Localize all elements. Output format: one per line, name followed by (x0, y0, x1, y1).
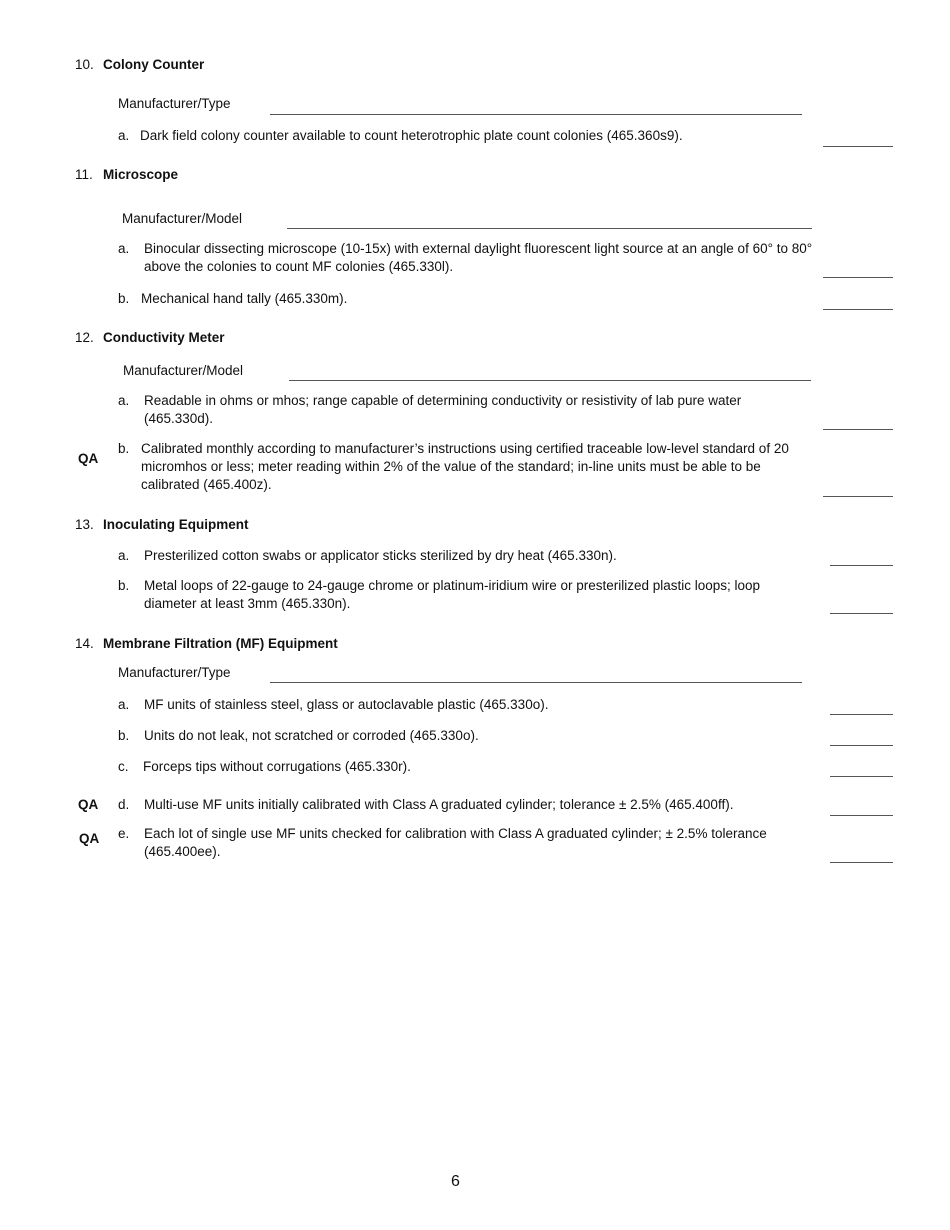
item-text: Each lot of single use MF units checked for calibration with Class A graduated cylinder; ± 2.5% tolerance (465.400ee). (144, 826, 767, 859)
section-title: Microscope (103, 167, 179, 182)
answer-blank[interactable] (823, 496, 893, 497)
manufacturer-field[interactable] (270, 682, 802, 683)
qa-marker: QA (78, 451, 99, 466)
answer-blank[interactable] (830, 565, 893, 566)
item-text: Multi-use MF units initially calibrated with Class A graduated cylinder; tolerance ± 2.5% (465.400ff). (144, 797, 734, 812)
answer-blank[interactable] (830, 776, 893, 777)
section-number: 11. (75, 167, 93, 182)
item-letter: b. (118, 291, 130, 306)
item-text: Metal loops of 22-gauge to 24-gauge chrome or platinum-iridium wire or presterilized plastic loops; loop diameter at least 3mm (465.330n). (144, 578, 761, 611)
answer-blank[interactable] (823, 429, 893, 430)
manufacturer-field[interactable] (270, 114, 802, 115)
section-title: Inoculating Equipment (103, 517, 249, 532)
item-letter: a. (118, 548, 130, 563)
item-letter: b. (118, 728, 130, 743)
item-text: Presterilized cotton swabs or applicator sticks sterilized by dry heat (465.330n). (144, 548, 617, 563)
answer-blank[interactable] (823, 309, 893, 310)
item-letter: a. (118, 393, 130, 408)
answer-blank[interactable] (830, 815, 893, 816)
page-number: 6 (451, 1173, 460, 1190)
item-text: Units do not leak, not scratched or corroded (465.330o). (144, 728, 479, 743)
section-number: 13. (75, 517, 94, 532)
item-text: Dark field colony counter available to count heterotrophic plate count colonies (465.360s9). (140, 128, 683, 143)
item-text: Readable in ohms or mhos; range capable of determining conductivity or resistivity of lab pure water (465.330d). (144, 393, 742, 426)
answer-blank[interactable] (823, 146, 893, 147)
item-letter: a. (118, 128, 130, 143)
item-letter: a. (118, 697, 130, 712)
manufacturer-label: Manufacturer/Type (118, 96, 231, 111)
item-letter: d. (118, 797, 130, 812)
item-text: MF units of stainless steel, glass or autoclavable plastic (465.330o). (144, 697, 549, 712)
item-letter: e. (118, 826, 130, 841)
manufacturer-label: Manufacturer/Model (123, 363, 244, 378)
section-number: 14. (75, 636, 94, 651)
item-text: Binocular dissecting microscope (10-15x) with external daylight fluorescent light source at an angle of 60° to 80° above the colonies to count MF colonies (465.330l). (144, 241, 813, 274)
item-text: Calibrated monthly according to manufacturer’s instructions using certified traceable low-level standard of 20 micromhos or less; meter reading within 2% of the value of the standard; in-line units must be able to be calibrated (465.400z). (141, 441, 789, 492)
item-letter: a. (118, 241, 130, 256)
answer-blank[interactable] (830, 613, 893, 614)
item-text: Forceps tips without corrugations (465.330r). (143, 759, 411, 774)
answer-blank[interactable] (830, 862, 893, 863)
item-letter: b. (118, 578, 130, 593)
answer-blank[interactable] (823, 277, 893, 278)
section-title: Conductivity Meter (103, 330, 225, 345)
item-text: Mechanical hand tally (465.330m). (141, 291, 348, 306)
section-number: 12. (75, 330, 94, 345)
item-letter: c. (118, 759, 129, 774)
manufacturer-label: Manufacturer/Type (118, 665, 231, 680)
qa-marker: QA (79, 831, 100, 846)
answer-blank[interactable] (830, 714, 893, 715)
section-title: Membrane Filtration (MF) Equipment (103, 636, 338, 651)
item-letter: b. (118, 441, 130, 456)
manufacturer-label: Manufacturer/Model (122, 211, 243, 226)
section-number: 10. (75, 57, 94, 72)
manufacturer-field[interactable] (287, 228, 812, 229)
section-title: Colony Counter (103, 57, 205, 72)
qa-marker: QA (78, 797, 99, 812)
answer-blank[interactable] (830, 745, 893, 746)
manufacturer-field[interactable] (289, 380, 811, 381)
